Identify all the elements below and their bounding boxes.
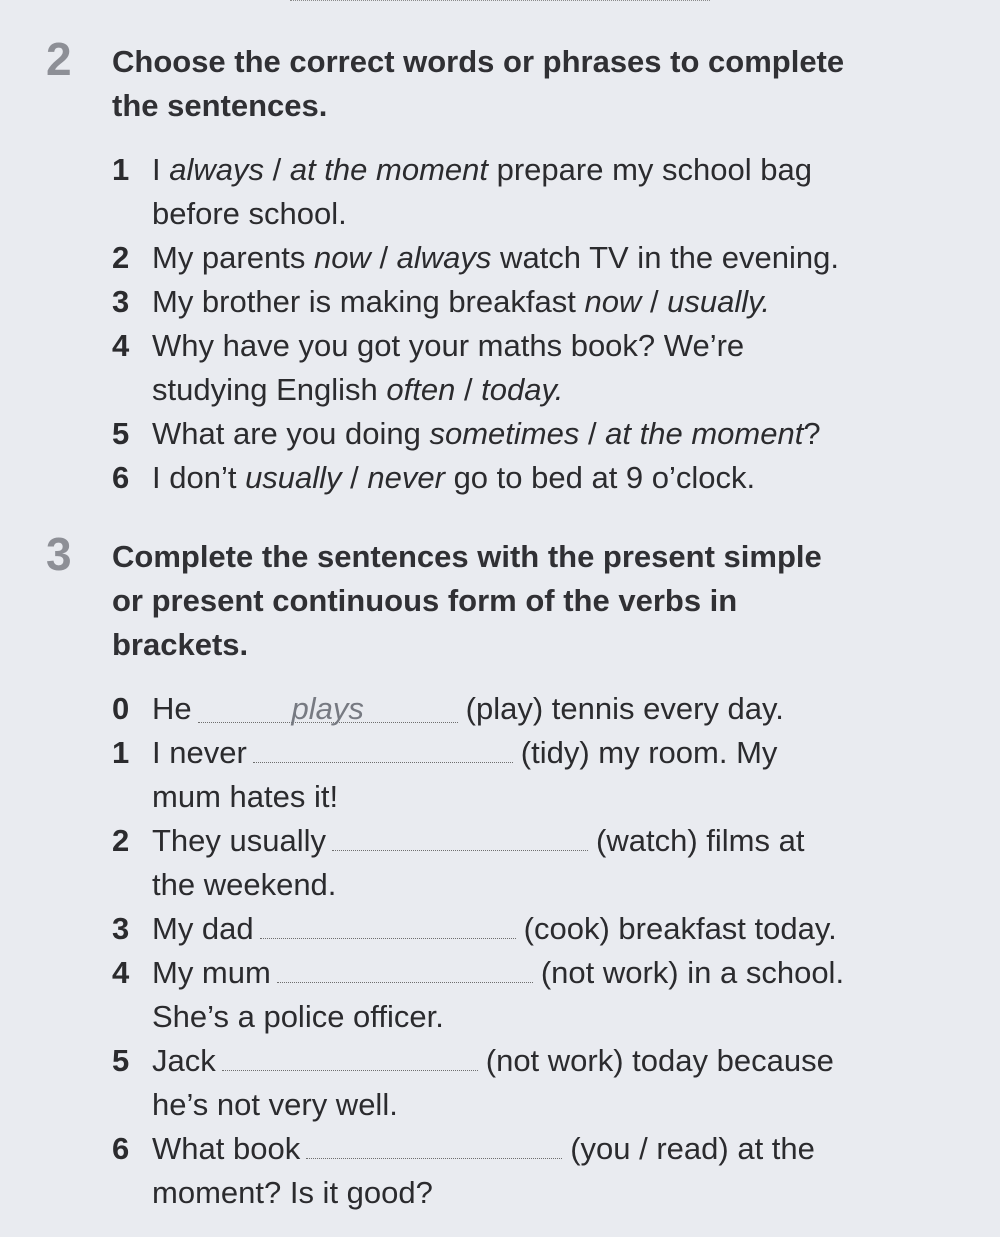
choice-option[interactable]: often [386,372,456,407]
item-number: 6 [112,460,130,495]
item-number: 0 [112,691,130,726]
item-number: 2 [112,823,130,858]
instruction-line: or present continuous form of the verbs in [112,583,738,618]
item-text: prepare my school bag [488,152,812,187]
exercise-items [112,687,912,1215]
list-item [112,951,912,1039]
item-text: (tidy) my room. My [520,735,778,770]
answer-blank[interactable] [198,691,458,726]
item-number: 3 [112,911,130,946]
list-item [112,907,912,951]
item-text: They usually [152,823,327,858]
item-text: the weekend. [152,867,337,902]
list-item [112,324,912,412]
item-text: I never [152,735,247,770]
list-item [112,1039,912,1127]
item-number: 2 [112,240,130,275]
exercise-items [112,148,912,500]
answer-blank[interactable] [222,1044,478,1071]
exercise-number: 3 [46,528,72,580]
answer-blank[interactable] [332,824,588,851]
item-text: (cook) breakfast today. [523,911,837,946]
answer-blank[interactable] [277,956,533,983]
choice-option[interactable]: now [584,284,642,319]
item-number: 3 [112,284,130,319]
choice-option[interactable]: always [396,240,492,275]
instruction-line: Choose the correct words or phrases to complete [112,44,845,79]
item-text: My dad [152,911,254,946]
item-text: moment? Is it good? [152,1175,433,1210]
instruction-line: brackets. [112,627,249,662]
item-text: She’s a police officer. [152,999,444,1034]
item-number: 4 [112,955,130,990]
item-text: (not work) in a school. [540,955,845,990]
list-item [112,280,912,324]
item-text: watch TV in the evening. [491,240,839,275]
item-text: What book [152,1131,301,1166]
item-text: ? [803,416,821,451]
choice-separator: / [341,460,368,495]
list-item [112,412,912,456]
choice-option[interactable]: today. [481,372,564,407]
answer-blank[interactable] [253,736,513,763]
choice-separator: / [370,240,397,275]
item-text: Jack [152,1043,216,1078]
item-text: My parents [152,240,314,275]
choice-option[interactable]: at the moment [289,152,488,187]
answer-blank[interactable] [260,912,516,939]
choice-option[interactable]: never [367,460,445,495]
list-item [112,731,912,819]
item-text: My brother is making breakfast [152,284,585,319]
item-number: 6 [112,1131,130,1166]
list-item [112,687,912,731]
choice-option[interactable]: now [313,240,371,275]
item-text: mum hates it! [152,779,339,814]
item-number: 4 [112,328,130,363]
item-number: 5 [112,416,130,451]
item-text: He [152,691,192,726]
item-text: he’s not very well. [152,1087,398,1122]
choice-separator: / [579,416,606,451]
list-item [112,236,912,280]
answer-blank[interactable] [306,1132,562,1159]
item-text: What are you doing [152,416,430,451]
item-text: I don’t [152,460,246,495]
choice-separator: / [264,152,290,187]
instruction-line: the sentences. [112,88,328,123]
example-answer: plays [291,691,364,726]
exercise-instructions [112,535,912,667]
list-item [112,456,912,500]
item-text: (watch) films at [596,823,805,858]
choice-separator: / [455,372,482,407]
item-text: (you / read) at the [570,1131,815,1166]
list-item [112,148,912,236]
item-number: 5 [112,1043,130,1078]
choice-option[interactable]: usually [245,460,342,495]
instruction-line: Complete the sentences with the present simple [112,539,822,574]
choice-option[interactable]: sometimes [429,416,580,451]
top-divider [290,0,710,1]
item-text: My mum [152,955,271,990]
item-text: studying English [152,372,387,407]
list-item [112,1127,912,1215]
item-number: 1 [112,735,130,770]
item-text: before school. [152,196,347,231]
item-number: 1 [112,152,130,187]
exercise-instructions [112,40,912,128]
item-text: go to bed at 9 o’clock. [444,460,756,495]
item-text: I [152,152,170,187]
item-text: Why have you got your maths book? We’re [152,328,745,363]
list-item [112,819,912,907]
choice-option[interactable]: usually. [667,284,770,319]
choice-option[interactable]: at the moment [605,416,804,451]
item-text: (not work) today because [485,1043,834,1078]
choice-option[interactable]: always [169,152,264,187]
item-text: (play) tennis every day. [465,691,784,726]
choice-separator: / [641,284,668,319]
exercise-number: 2 [46,33,72,85]
